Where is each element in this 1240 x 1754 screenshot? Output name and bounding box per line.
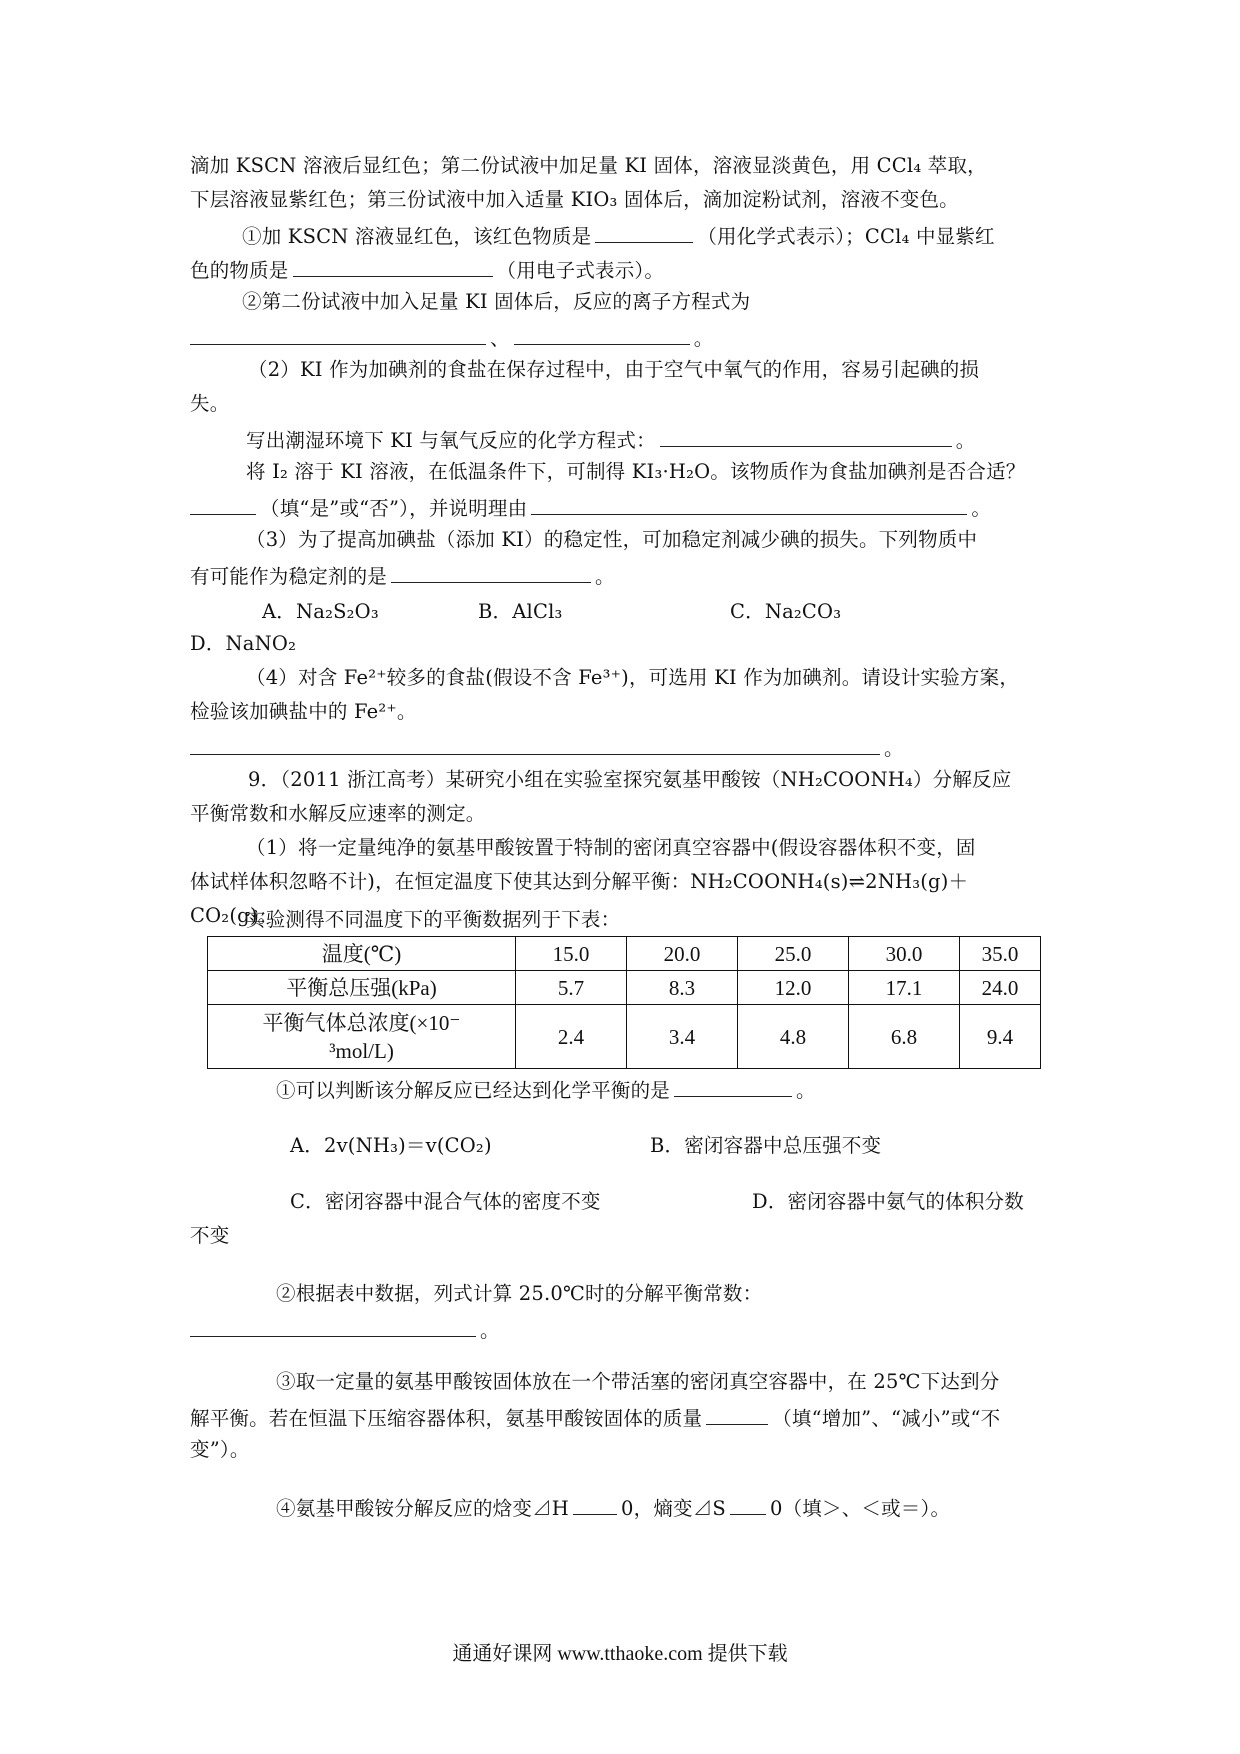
text: （用电子式表示）。	[496, 259, 665, 282]
page-footer: 通通好课网 www.tthaoke.com 提供下载	[452, 1643, 788, 1665]
text-line: ②根据表中数据，列式计算 25.0℃时的分解平衡常数：	[276, 1282, 763, 1305]
text: （填“增加”、“减小”或“不	[772, 1407, 1001, 1430]
table-cell: 25.0	[738, 937, 849, 971]
text-line: ③取一定量的氨基甲酸铵固体放在一个带活塞的密闭真空容器中，在 25℃下达到分	[276, 1370, 1000, 1393]
text: ①加 KSCN 溶液显红色，该红色物质是	[242, 225, 592, 248]
question-line	[242, 220, 995, 251]
text-line: 下层溶液显紫红色；第三份试液中加入适量 KIO₃ 固体后，滴加淀粉试剂，溶液不变色。	[190, 188, 959, 211]
option-c: C．Na₂CO₃	[730, 600, 842, 623]
answer-line	[190, 732, 904, 763]
cell-line: ³mol/L)	[329, 1038, 394, 1063]
table-cell: 9.4	[960, 1005, 1041, 1069]
text: 0，熵变⊿S	[621, 1497, 726, 1520]
text: （用化学式表示）；CCl₄ 中显紫红	[697, 225, 995, 248]
option-a: A．2v(NH₃)＝v(CO₂)	[290, 1134, 492, 1157]
text: 。	[796, 1079, 816, 1102]
text: 解平衡。若在恒温下压缩容器体积，氨基甲酸铵固体的质量	[190, 1407, 703, 1430]
text: 。	[595, 565, 615, 588]
option-a: A．Na₂S₂O₃	[262, 600, 379, 623]
option-d-continued: 不变	[190, 1224, 230, 1247]
table-header-cell: 平衡总压强(kPa)	[208, 971, 516, 1005]
answer-blank	[190, 732, 880, 755]
table-cell: 24.0	[960, 971, 1041, 1005]
question-heading: 9．（2011 浙江高考）某研究小组在实验室探究氨基甲酸铵（NH₂COONH₄）分解反应	[248, 768, 1012, 791]
option-b: B．AlCl₃	[478, 600, 563, 623]
answer-blank	[730, 1492, 766, 1515]
answer-line	[190, 1314, 500, 1345]
text-line: 失。	[190, 392, 230, 415]
table-cell: 8.3	[627, 971, 738, 1005]
table-cell: 3.4	[627, 1005, 738, 1069]
answer-blank	[190, 1314, 476, 1337]
table-cell: 4.8	[738, 1005, 849, 1069]
answer-blank	[660, 424, 952, 447]
answer-blank	[595, 220, 693, 243]
answer-blank	[674, 1074, 792, 1097]
table-row	[208, 937, 1041, 971]
text-line: 检验该加碘盐中的 Fe²⁺。	[190, 700, 417, 723]
cell-line: 平衡气体总浓度(×10⁻	[262, 1010, 461, 1035]
table-header-cell: 温度(℃)	[208, 937, 516, 971]
option-c: C．密闭容器中混合气体的密度不变	[290, 1190, 601, 1213]
answer-blank	[573, 1492, 617, 1515]
text: 。	[971, 497, 992, 520]
text: 有可能作为稳定剂的是	[190, 565, 388, 588]
text: 。	[884, 737, 904, 760]
text-line: ②第二份试液中加入足量 KI 固体后，反应的离子方程式为	[242, 290, 751, 313]
text: 0（填＞、＜或＝）。	[769, 1497, 951, 1520]
question-line	[276, 1074, 816, 1105]
answer-blank	[531, 492, 967, 515]
text: 色的物质是	[190, 259, 289, 282]
text-line: （3）为了提高加碘盐（添加 KI）的稳定性，可加稳定剂减少碘的损失。下列物质中	[246, 528, 978, 551]
text: ①可以判断该分解反应已经达到化学平衡的是	[276, 1079, 671, 1102]
option-d: D．密闭容器中氨气的体积分数	[752, 1190, 1024, 1213]
text: 写出潮湿环境下 KI 与氧气反应的化学方程式：	[246, 429, 656, 452]
question-line	[190, 1402, 1000, 1433]
table-cell: 5.7	[516, 971, 627, 1005]
question-line	[190, 492, 991, 523]
answer-blank	[190, 492, 256, 515]
question-line	[190, 254, 664, 285]
text-line: （1）将一定量纯净的氨基甲酸铵置于特制的密闭真空容器中(假设容器体积不变，固	[246, 836, 976, 859]
table-header-cell	[208, 1005, 516, 1069]
text-line: CO₂(g)。	[190, 904, 278, 927]
text: 。	[955, 429, 976, 452]
answer-blank	[190, 322, 486, 345]
separator: 、	[490, 327, 510, 350]
text-line: 体试样体积忽略不计)，在恒定温度下使其达到分解平衡：NH₂COONH₄(s)⇌2NH₃(g)＋	[190, 870, 969, 893]
text-line: 滴加 KSCN 溶液后显红色；第二份试液中加足量 KI 固体，溶液显淡黄色，用 CCl₄ 萃取，	[190, 154, 987, 177]
text-line: 将 I₂ 溶于 KI 溶液，在低温条件下，可制得 KI₃·H₂O。该物质作为食盐加碘剂是否合适？	[246, 460, 1026, 483]
answer-blank	[391, 560, 591, 583]
table-cell: 2.4	[516, 1005, 627, 1069]
text-line: （4）对含 Fe²⁺较多的食盐(假设不含 Fe³⁺)，可选用 KI 作为加碘剂。请设计实验方案，	[246, 666, 1020, 689]
table-row	[208, 971, 1041, 1005]
text-line: （2）KI 作为加碘剂的食盐在保存过程中，由于空气中氧气的作用，容易引起碘的损	[248, 358, 980, 381]
question-line	[276, 1492, 950, 1523]
question-line	[190, 560, 615, 591]
answer-line	[190, 322, 713, 353]
table-cell: 30.0	[849, 937, 960, 971]
table-cell: 35.0	[960, 937, 1041, 971]
text-line: 变”）。	[190, 1438, 250, 1461]
text: 。	[693, 327, 714, 350]
answer-blank	[293, 254, 493, 277]
option-d: D．NaNO₂	[190, 632, 297, 655]
table-cell: 17.1	[849, 971, 960, 1005]
option-b: B．密闭容器中总压强不变	[650, 1134, 882, 1157]
text: ④氨基甲酸铵分解反应的焓变⊿H	[276, 1497, 570, 1520]
text-line: 平衡常数和水解反应速率的测定。	[190, 802, 486, 825]
table-cell: 6.8	[849, 1005, 960, 1069]
table-cell: 20.0	[627, 937, 738, 971]
table-cell: 12.0	[738, 971, 849, 1005]
question-line	[246, 424, 975, 455]
table-intro: 实验测得不同温度下的平衡数据列于下表：	[246, 908, 621, 931]
equilibrium-table	[207, 936, 1041, 1069]
answer-blank	[706, 1402, 768, 1425]
table-cell: 15.0	[516, 937, 627, 971]
answer-blank	[514, 322, 690, 345]
table-row	[208, 1005, 1041, 1069]
text: 。	[480, 1319, 500, 1342]
text: （填“是”或“否”），并说明理由	[260, 497, 528, 520]
